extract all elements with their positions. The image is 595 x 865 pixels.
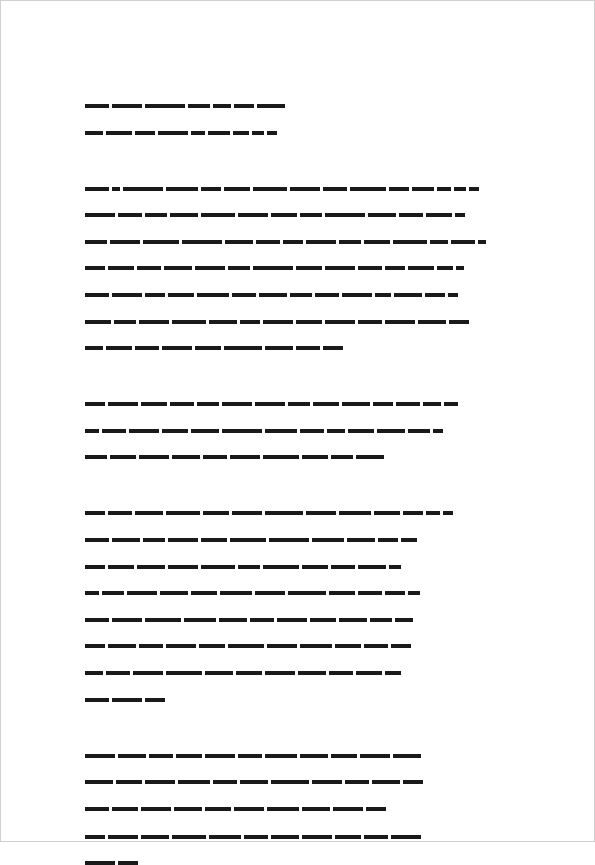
word-block	[85, 320, 111, 324]
word-block	[205, 671, 233, 675]
word-block	[172, 320, 206, 324]
word-block	[257, 104, 285, 108]
word-block	[195, 346, 221, 350]
word-block	[418, 320, 446, 324]
word-block	[396, 402, 420, 406]
word-block	[256, 240, 280, 244]
word-block	[372, 780, 400, 784]
word-block	[335, 644, 361, 648]
word-block	[102, 429, 126, 433]
word-block	[85, 213, 115, 217]
word-block	[399, 213, 423, 217]
text-line	[85, 186, 479, 191]
word-block	[356, 455, 384, 459]
word-block	[271, 835, 299, 839]
word-block	[108, 835, 138, 839]
word-block	[360, 754, 390, 758]
word-block	[325, 213, 365, 217]
word-block	[102, 591, 124, 595]
word-block	[205, 754, 235, 758]
word-block	[116, 780, 142, 784]
word-block	[108, 644, 136, 648]
word-block	[201, 213, 235, 217]
word-block	[106, 131, 132, 135]
word-block	[300, 644, 332, 648]
word-block	[112, 187, 120, 191]
word-block	[350, 187, 386, 191]
word-block	[85, 780, 113, 784]
word-block	[234, 104, 254, 108]
word-block	[339, 618, 367, 622]
word-block	[290, 293, 312, 297]
word-block	[302, 835, 332, 839]
word-block	[348, 429, 374, 433]
word-block	[327, 429, 345, 433]
word-block	[118, 754, 146, 758]
word-block	[201, 565, 235, 569]
word-block	[168, 293, 194, 297]
word-block	[238, 754, 262, 758]
text-line	[85, 617, 413, 622]
word-block	[135, 511, 163, 515]
word-block	[456, 266, 464, 270]
word-block	[375, 293, 391, 297]
word-block	[224, 187, 250, 191]
word-block	[300, 754, 328, 758]
word-block	[263, 565, 299, 569]
word-block	[296, 266, 322, 270]
word-block	[426, 511, 440, 515]
word-block	[403, 511, 423, 515]
word-block	[454, 187, 466, 191]
word-block	[306, 511, 336, 515]
word-block	[236, 671, 262, 675]
word-block	[149, 754, 173, 758]
word-block	[283, 240, 303, 244]
word-block	[449, 320, 469, 324]
word-block	[141, 807, 171, 811]
word-block	[302, 807, 330, 811]
word-block	[265, 346, 293, 350]
word-block	[358, 565, 386, 569]
word-block	[364, 835, 388, 839]
text-line	[85, 564, 401, 569]
word-block	[172, 835, 206, 839]
word-block	[160, 591, 188, 595]
word-block	[220, 591, 252, 595]
word-block	[408, 266, 434, 270]
word-block	[176, 754, 202, 758]
text-line	[85, 103, 285, 108]
word-block	[166, 187, 198, 191]
word-block	[108, 402, 138, 406]
text-line	[85, 265, 464, 270]
word-block	[85, 240, 107, 244]
word-block	[127, 591, 157, 595]
word-block	[323, 346, 343, 350]
word-block	[265, 429, 297, 433]
word-block	[455, 213, 465, 217]
word-block	[312, 538, 344, 542]
word-block	[230, 538, 266, 542]
word-block	[300, 213, 322, 217]
word-block	[108, 565, 134, 569]
word-block	[358, 320, 382, 324]
word-block	[203, 455, 227, 459]
word-block	[298, 671, 326, 675]
word-block	[135, 131, 155, 135]
word-block	[178, 780, 210, 784]
word-block	[296, 346, 320, 350]
word-block	[170, 402, 194, 406]
word-block	[118, 213, 142, 217]
word-block	[271, 213, 297, 217]
word-block	[133, 671, 163, 675]
word-block	[325, 320, 355, 324]
word-block	[197, 402, 219, 406]
text-line	[85, 643, 411, 648]
word-block	[443, 511, 453, 515]
word-block	[250, 618, 274, 622]
word-block	[137, 565, 165, 569]
word-block	[302, 455, 328, 459]
word-block	[191, 591, 217, 595]
word-block	[85, 644, 105, 648]
word-block	[166, 511, 200, 515]
word-block	[114, 320, 136, 324]
word-block	[85, 698, 109, 702]
word-block	[401, 538, 417, 542]
word-block	[201, 538, 227, 542]
word-block	[85, 455, 107, 459]
word-block	[339, 511, 371, 515]
word-block	[358, 591, 382, 595]
word-block	[168, 538, 198, 542]
word-block	[85, 266, 105, 270]
text-line	[85, 834, 421, 839]
word-block	[168, 565, 198, 569]
word-block	[238, 565, 260, 569]
word-block	[412, 187, 434, 191]
word-block	[331, 754, 357, 758]
word-block	[139, 455, 169, 459]
word-block	[85, 429, 99, 433]
word-block	[85, 187, 109, 191]
word-block	[385, 320, 415, 324]
word-block	[141, 835, 169, 839]
word-block	[228, 644, 264, 648]
word-block	[263, 320, 293, 324]
word-block	[423, 402, 441, 406]
text-line	[85, 454, 384, 459]
word-block	[267, 131, 277, 135]
word-block	[356, 671, 382, 675]
word-block	[123, 187, 163, 191]
word-block	[108, 266, 134, 270]
word-block	[378, 538, 398, 542]
word-block	[143, 538, 165, 542]
word-block	[106, 346, 132, 350]
word-block	[306, 240, 336, 244]
word-block	[448, 293, 458, 297]
word-block	[145, 104, 185, 108]
word-block	[145, 293, 165, 297]
word-block	[85, 591, 99, 595]
text-line	[85, 345, 343, 350]
word-block	[368, 213, 396, 217]
word-block	[325, 266, 355, 270]
word-block	[395, 618, 413, 622]
word-block	[85, 293, 109, 297]
word-block	[222, 429, 262, 433]
word-block	[85, 835, 105, 839]
word-block	[377, 429, 405, 433]
word-block	[277, 618, 307, 622]
word-block	[225, 240, 253, 244]
text-line	[85, 697, 165, 702]
word-block	[444, 402, 458, 406]
word-block	[213, 780, 237, 784]
word-block	[265, 511, 303, 515]
word-block	[331, 455, 353, 459]
word-block	[373, 402, 393, 406]
word-block	[232, 293, 256, 297]
word-block	[110, 240, 140, 244]
word-block	[110, 455, 136, 459]
word-block	[85, 131, 103, 135]
word-block	[430, 240, 448, 244]
word-block	[389, 187, 409, 191]
word-block	[408, 591, 420, 595]
word-block	[182, 240, 222, 244]
word-block	[300, 429, 324, 433]
word-block	[389, 565, 401, 569]
word-block	[469, 187, 479, 191]
word-block	[112, 538, 140, 542]
word-block	[135, 346, 159, 350]
word-block	[240, 780, 268, 784]
word-block	[408, 429, 430, 433]
word-block	[244, 835, 268, 839]
word-block	[451, 240, 475, 244]
word-block	[385, 591, 405, 595]
word-block	[393, 754, 421, 758]
word-block	[85, 807, 109, 811]
word-block	[139, 320, 169, 324]
word-block	[288, 591, 326, 595]
word-block	[329, 671, 353, 675]
word-block	[263, 455, 299, 459]
word-block	[269, 538, 309, 542]
word-block	[358, 266, 382, 270]
word-block	[145, 618, 181, 622]
word-block	[209, 835, 241, 839]
text-line	[85, 537, 417, 542]
word-block	[391, 644, 411, 648]
word-block	[265, 754, 297, 758]
text-line	[85, 779, 423, 784]
word-block	[162, 346, 192, 350]
word-block	[437, 266, 453, 270]
word-block	[238, 213, 268, 217]
word-block	[158, 131, 188, 135]
text-line	[85, 212, 465, 217]
word-block	[209, 320, 237, 324]
word-block	[85, 565, 105, 569]
text-line	[85, 401, 458, 406]
word-block	[310, 618, 336, 622]
word-block	[197, 293, 229, 297]
word-block	[267, 807, 299, 811]
word-block	[374, 511, 400, 515]
word-block	[174, 807, 202, 811]
word-block	[203, 511, 229, 515]
text-line	[85, 806, 386, 811]
word-block	[347, 538, 375, 542]
word-block	[118, 861, 138, 865]
word-block	[230, 455, 260, 459]
word-block	[393, 240, 427, 244]
word-block	[253, 187, 287, 191]
word-block	[335, 835, 361, 839]
word-block	[184, 618, 216, 622]
word-block	[85, 346, 103, 350]
word-block	[85, 861, 115, 865]
word-block	[290, 187, 320, 191]
word-block	[312, 780, 342, 784]
text-line	[85, 590, 420, 595]
word-block	[172, 455, 200, 459]
word-block	[166, 671, 202, 675]
word-block	[199, 644, 225, 648]
word-block	[129, 429, 159, 433]
word-block	[166, 644, 196, 648]
word-block	[253, 266, 293, 270]
word-block	[426, 213, 452, 217]
word-block	[233, 131, 249, 135]
word-block	[394, 293, 422, 297]
word-block	[313, 402, 339, 406]
word-block	[288, 402, 310, 406]
word-block	[364, 240, 390, 244]
word-block	[259, 293, 287, 297]
text-line	[85, 428, 443, 433]
word-block	[437, 187, 451, 191]
word-block	[145, 698, 165, 702]
word-block	[145, 213, 167, 217]
word-block	[141, 402, 167, 406]
word-block	[139, 644, 163, 648]
word-block	[425, 293, 445, 297]
word-block	[85, 511, 105, 515]
word-block	[255, 591, 285, 595]
word-block	[302, 565, 328, 569]
word-block	[191, 429, 219, 433]
word-block	[112, 698, 142, 702]
word-block	[188, 104, 210, 108]
word-block	[201, 187, 221, 191]
word-block	[106, 671, 130, 675]
word-block	[85, 618, 109, 622]
word-block	[85, 104, 109, 108]
word-block	[228, 266, 250, 270]
word-block	[345, 780, 369, 784]
word-block	[234, 807, 264, 811]
word-block	[170, 213, 198, 217]
word-block	[366, 807, 386, 811]
word-block	[252, 131, 264, 135]
word-block	[108, 511, 132, 515]
word-block	[370, 618, 392, 622]
word-block	[385, 266, 405, 270]
word-block	[391, 835, 421, 839]
word-block	[342, 293, 372, 297]
word-block	[433, 429, 443, 433]
text-line	[85, 753, 421, 758]
word-block	[112, 618, 142, 622]
word-block	[205, 807, 231, 811]
word-block	[271, 780, 309, 784]
word-block	[222, 402, 252, 406]
text-line	[85, 130, 277, 135]
word-block	[323, 187, 347, 191]
word-block	[85, 538, 109, 542]
word-block	[232, 511, 262, 515]
word-block	[112, 807, 138, 811]
word-block	[296, 320, 322, 324]
word-block	[85, 754, 115, 758]
word-block	[364, 644, 388, 648]
word-block	[137, 266, 161, 270]
word-block	[342, 402, 370, 406]
word-block	[339, 240, 361, 244]
text-line	[85, 860, 138, 865]
word-block	[112, 293, 142, 297]
text-line	[85, 510, 453, 515]
word-block	[265, 671, 295, 675]
word-block	[85, 671, 103, 675]
word-block	[219, 618, 247, 622]
text-line	[85, 292, 458, 297]
word-block	[255, 402, 285, 406]
word-block	[315, 293, 339, 297]
word-block	[333, 807, 363, 811]
word-block	[164, 266, 192, 270]
word-block	[85, 402, 105, 406]
word-block	[143, 240, 179, 244]
word-block	[240, 320, 260, 324]
text-line	[85, 670, 401, 675]
word-block	[267, 644, 297, 648]
word-block	[478, 240, 486, 244]
word-block	[162, 429, 188, 433]
word-block	[213, 104, 231, 108]
word-block	[224, 346, 262, 350]
word-block	[208, 131, 230, 135]
word-block	[112, 104, 142, 108]
word-block	[385, 671, 401, 675]
text-line	[85, 319, 469, 324]
word-block	[329, 591, 355, 595]
word-block	[195, 266, 225, 270]
word-block	[145, 780, 175, 784]
word-block	[403, 780, 423, 784]
word-block	[331, 565, 355, 569]
text-line	[85, 239, 486, 244]
word-block	[191, 131, 205, 135]
